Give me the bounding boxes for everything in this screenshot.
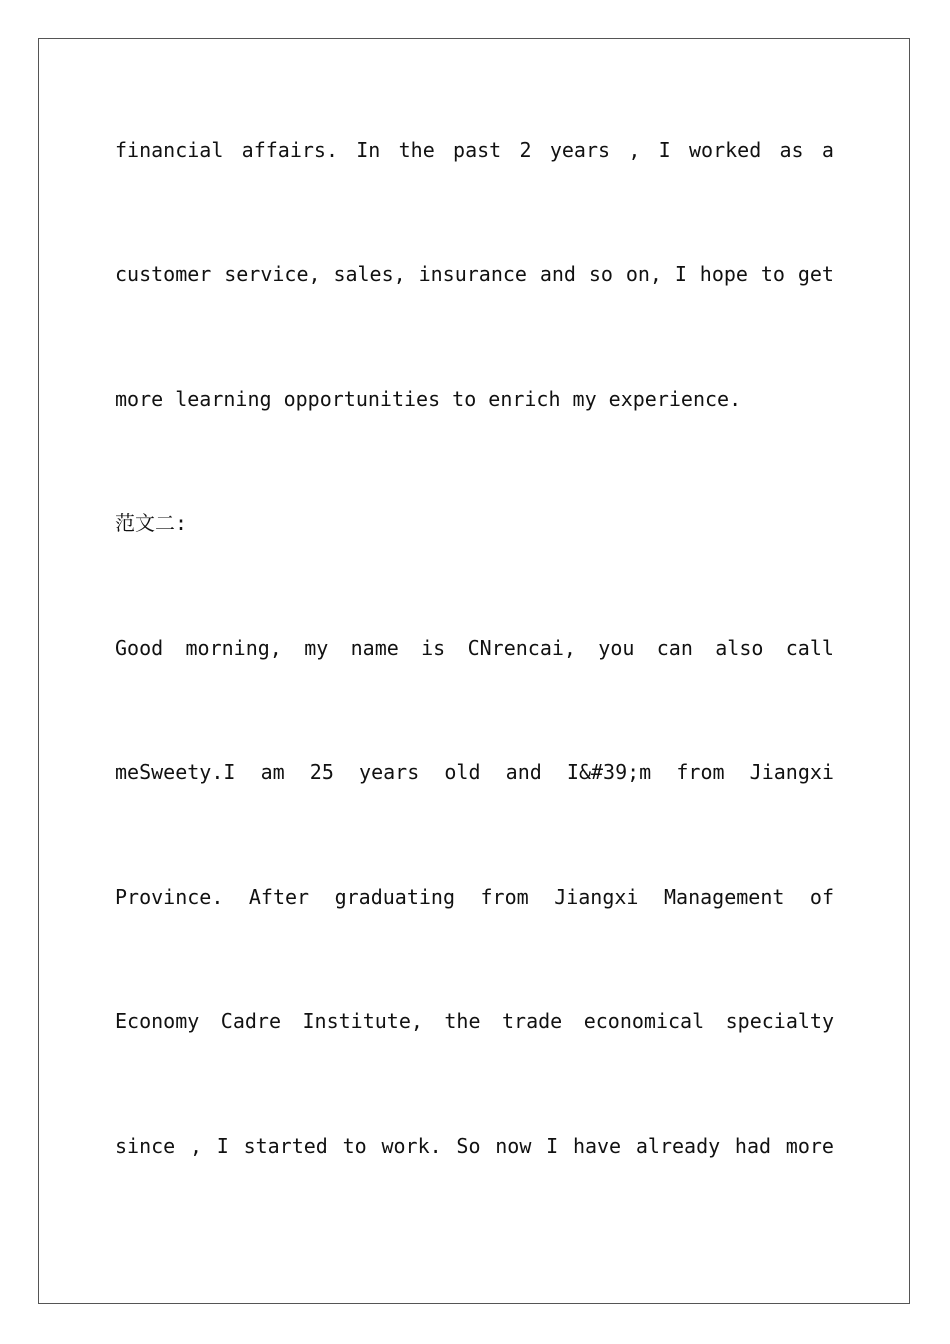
word: Economy	[115, 1009, 200, 1033]
word: as	[779, 138, 804, 162]
word: had	[734, 1134, 772, 1158]
word: you	[598, 636, 635, 660]
word: hope	[699, 262, 748, 286]
word: worked	[688, 138, 762, 162]
word: So	[456, 1134, 481, 1158]
word: past	[453, 138, 502, 162]
word: now	[495, 1134, 532, 1158]
word: from	[676, 760, 725, 784]
word: CNrencai,	[467, 636, 576, 660]
word: I	[674, 262, 687, 286]
word: the	[398, 138, 435, 162]
word: started	[243, 1134, 328, 1158]
word: Good	[115, 636, 164, 660]
word: I	[658, 138, 671, 162]
word: of	[809, 885, 834, 909]
word: customer	[115, 262, 212, 286]
word: Cadre	[220, 1009, 281, 1033]
word: specialty	[725, 1009, 834, 1033]
word: so	[588, 262, 613, 286]
text-line-1	[115, 135, 834, 165]
word: on,	[625, 262, 662, 286]
word: have	[572, 1134, 622, 1158]
text-line-8	[115, 1006, 834, 1036]
word: my	[304, 636, 329, 660]
text-line-7	[115, 882, 834, 912]
word: I	[216, 1134, 229, 1158]
word: more	[785, 1134, 834, 1158]
word: call	[785, 636, 834, 660]
word: and	[539, 262, 576, 286]
word: service,	[224, 262, 321, 286]
word: economical	[583, 1009, 705, 1033]
word: get	[797, 262, 834, 286]
word: Institute,	[302, 1009, 423, 1033]
word: the	[444, 1009, 481, 1033]
text-line-3: more learning opportunities to enrich my experience.	[115, 387, 742, 411]
word: to	[342, 1134, 367, 1158]
word: Province.	[115, 885, 224, 909]
word: morning,	[185, 636, 282, 660]
text-line-2	[115, 259, 834, 289]
word: ,	[189, 1134, 203, 1158]
word: years	[359, 760, 420, 784]
word: name	[350, 636, 399, 660]
word: In	[356, 138, 381, 162]
word: I	[546, 1134, 559, 1158]
word: ,	[628, 138, 641, 162]
text-line-6	[115, 757, 834, 787]
word: I&#39;m	[566, 760, 652, 784]
word: Jiangxi	[554, 885, 639, 909]
word: affairs.	[241, 138, 338, 162]
word: Management	[663, 885, 785, 909]
word: financial	[115, 138, 224, 162]
word: from	[480, 885, 529, 909]
word: 2	[519, 138, 532, 162]
word: meSweety.I	[115, 760, 236, 784]
word: trade	[502, 1009, 563, 1033]
word: and	[505, 760, 542, 784]
word: sales,	[333, 262, 406, 286]
section-heading: 范文二:	[115, 511, 188, 535]
word: a	[821, 138, 834, 162]
word: years	[549, 138, 611, 162]
word: is	[421, 636, 446, 660]
word: Jiangxi	[749, 760, 834, 784]
word: work.	[381, 1134, 442, 1158]
word: insurance	[418, 262, 527, 286]
word: graduating	[334, 885, 456, 909]
text-line-5	[115, 633, 834, 663]
word: old	[444, 760, 481, 784]
word: 25	[309, 760, 334, 784]
word: can	[656, 636, 693, 660]
word: also	[715, 636, 764, 660]
word: already	[635, 1134, 721, 1158]
page-frame	[38, 38, 910, 1304]
word: am	[260, 760, 285, 784]
text-line-9	[115, 1131, 834, 1161]
word: since	[115, 1134, 176, 1158]
word: After	[248, 885, 310, 909]
word: to	[760, 262, 785, 286]
